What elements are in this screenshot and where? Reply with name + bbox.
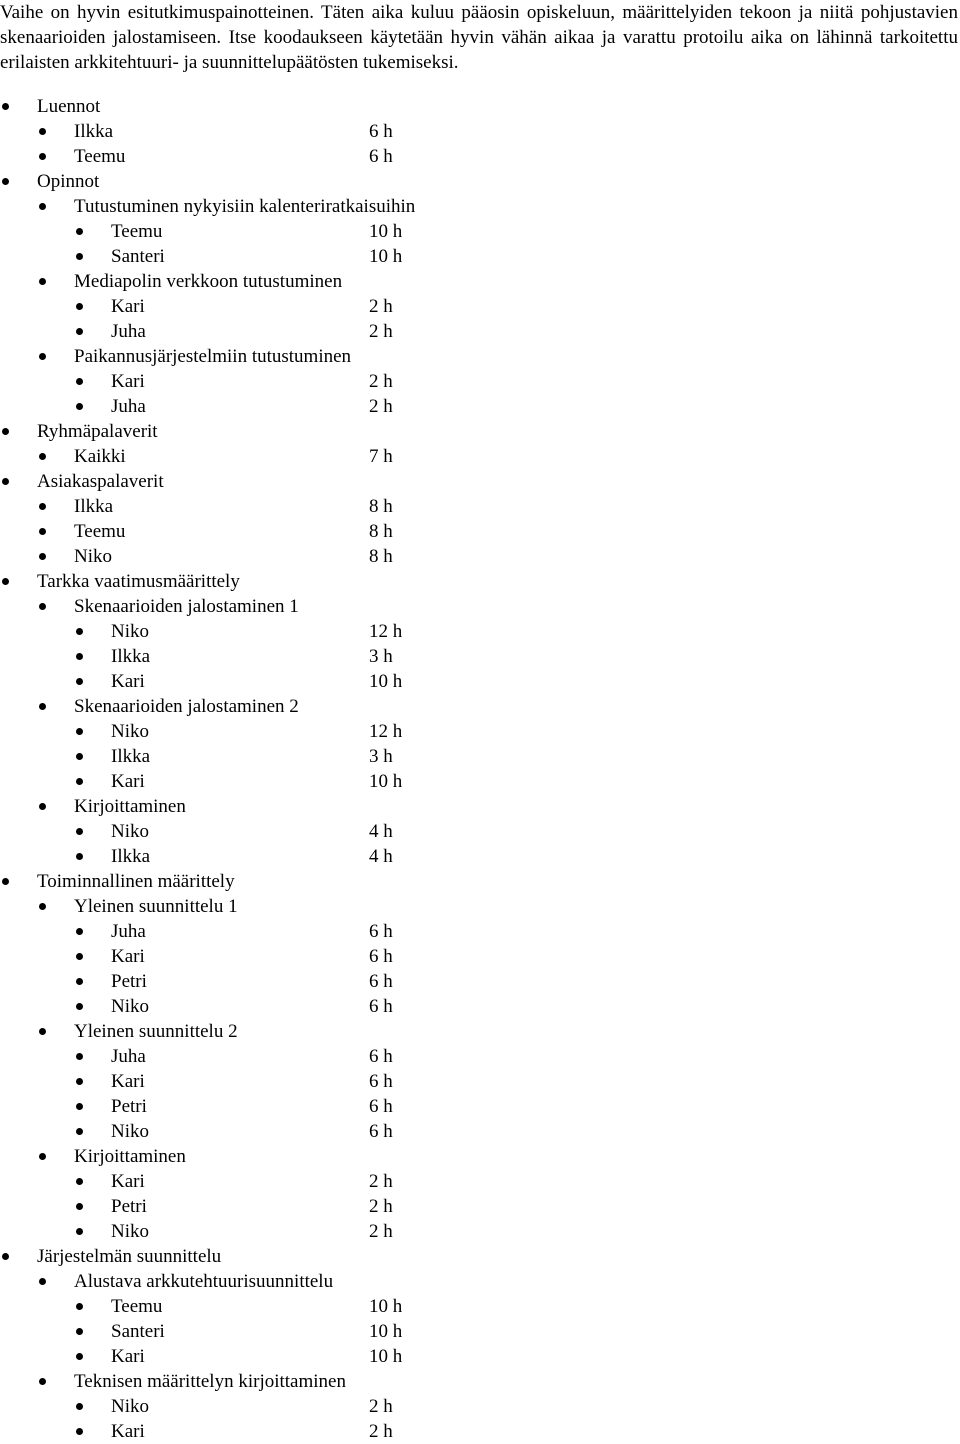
list-item: [0, 144, 960, 169]
list-section: [0, 419, 960, 444]
bullet-icon: [76, 928, 83, 935]
bullet-icon: [39, 1153, 46, 1160]
list-item: [0, 594, 960, 619]
bullet-icon: [76, 1403, 83, 1410]
bullet-icon: [2, 578, 9, 585]
bullet-icon: [76, 853, 83, 860]
list-item: [0, 369, 960, 394]
list-item: [0, 1169, 960, 1194]
item-label: Paikannusjärjestelmiin tutustuminen: [74, 346, 352, 367]
item-label: Santeri: [111, 246, 165, 267]
list-item: [0, 919, 960, 944]
list-item: [0, 1269, 960, 1294]
list-item: [0, 544, 960, 569]
intro-section: [0, 0, 960, 75]
item-hours: 6 h: [369, 1121, 393, 1142]
list-item: [0, 619, 960, 644]
item-label: Niko: [111, 1221, 149, 1242]
item-hours: 6 h: [369, 971, 393, 992]
item-hours: 6 h: [369, 1071, 393, 1092]
bullet-icon: [76, 728, 83, 735]
bullet-icon: [76, 1303, 83, 1310]
item-label: Skenaarioiden jalostaminen 1: [74, 596, 299, 617]
list-item: [0, 344, 960, 369]
bullet-icon: [2, 878, 9, 885]
list-section: [0, 94, 960, 119]
bullet-icon: [76, 1053, 83, 1060]
item-hours: 2 h: [369, 321, 393, 342]
list-item: [0, 1144, 960, 1169]
item-label: Niko: [111, 1121, 149, 1142]
list-item: [0, 644, 960, 669]
list-item: [0, 294, 960, 319]
item-label: Ryhmäpalaverit: [37, 421, 158, 442]
item-hours: 2 h: [369, 1221, 393, 1242]
item-hours: 3 h: [369, 746, 393, 767]
item-label: Teemu: [111, 221, 163, 242]
item-hours: 8 h: [369, 496, 393, 517]
bullet-icon: [76, 1428, 83, 1435]
bullet-icon: [39, 903, 46, 910]
list-section: [0, 569, 960, 594]
item-hours: 6 h: [369, 946, 393, 967]
item-label: Niko: [111, 996, 149, 1017]
item-hours: 6 h: [369, 1096, 393, 1117]
list-section: [0, 1244, 960, 1269]
item-label: Yleinen suunnittelu 2: [74, 1021, 238, 1042]
bullet-icon: [39, 453, 46, 460]
bullet-icon: [76, 403, 83, 410]
item-label: Santeri: [111, 1321, 165, 1342]
item-hours: 2 h: [369, 1421, 393, 1442]
list-item: [0, 519, 960, 544]
list-section: [0, 469, 960, 494]
bullet-icon: [39, 553, 46, 560]
item-label: Luennot: [37, 96, 101, 117]
item-label: Mediapolin verkkoon tutustuminen: [74, 271, 343, 292]
intro-paragraph: Vaihe on hyvin esitutkimuspainotteinen. Täten aika kuluu pääosin opiskeluun, määrittelyiden tekoon ja niitä pohjustavien skenaarioiden jalostamiseen. Itse koodaukseen käytetään hyvin vähän aikaa ja varattu protoilu aika on lähinnä tarkoitettu erilaisten arkkitehtuuri- ja suunnittelupäätösten tukemiseksi.: [0, 2, 958, 73]
item-label: Kari: [111, 671, 145, 692]
bullet-icon: [76, 978, 83, 985]
item-label: Teknisen määrittelyn kirjoittaminen: [74, 1371, 346, 1392]
list-item: [0, 694, 960, 719]
bullet-icon: [76, 778, 83, 785]
item-label: Kirjoittaminen: [74, 1146, 186, 1167]
list-item: [0, 794, 960, 819]
item-hours: 10 h: [369, 1296, 403, 1317]
bullet-icon: [39, 603, 46, 610]
item-label: Kari: [111, 371, 145, 392]
list-item: [0, 194, 960, 219]
bullet-icon: [2, 478, 9, 485]
list-item: [0, 1069, 960, 1094]
item-label: Ilkka: [74, 121, 114, 142]
bullet-icon: [39, 528, 46, 535]
list-item: [0, 244, 960, 269]
list-item: [0, 444, 960, 469]
list-item: [0, 119, 960, 144]
item-label: Kirjoittaminen: [74, 796, 186, 817]
item-hours: 4 h: [369, 821, 393, 842]
item-label: Asiakaspalaverit: [37, 471, 164, 492]
list-item: [0, 269, 960, 294]
item-label: Kaikki: [74, 446, 126, 467]
list-item: [0, 1044, 960, 1069]
item-hours: 6 h: [369, 921, 393, 942]
bullet-icon: [76, 1328, 83, 1335]
bullet-icon: [76, 1128, 83, 1135]
item-label: Ilkka: [74, 496, 114, 517]
bullet-icon: [39, 203, 46, 210]
item-hours: 6 h: [369, 121, 393, 142]
bullet-icon: [76, 1078, 83, 1085]
item-hours: 10 h: [369, 1321, 403, 1342]
list-item: [0, 1394, 960, 1419]
bullet-icon: [39, 353, 46, 360]
list-item: [0, 744, 960, 769]
bullet-icon: [39, 703, 46, 710]
bullet-icon: [76, 1353, 83, 1360]
bullet-icon: [76, 753, 83, 760]
list-item: [0, 1419, 960, 1444]
list-item: [0, 769, 960, 794]
item-label: Juha: [111, 1046, 146, 1067]
bullet-icon: [2, 1253, 9, 1260]
bullet-icon: [39, 128, 46, 135]
item-label: Kari: [111, 946, 145, 967]
item-label: Niko: [111, 1396, 149, 1417]
bullet-icon: [39, 153, 46, 160]
item-label: Tarkka vaatimusmäärittely: [37, 571, 240, 592]
item-label: Juha: [111, 321, 146, 342]
bullet-icon: [76, 228, 83, 235]
item-label: Ilkka: [111, 846, 151, 867]
bullet-icon: [2, 103, 9, 110]
item-label: Juha: [111, 396, 146, 417]
bullet-icon: [39, 1028, 46, 1035]
item-label: Tutustuminen nykyisiin kalenteriratkaisuihin: [74, 196, 416, 217]
list-item: [0, 1119, 960, 1144]
item-label: Niko: [74, 546, 112, 567]
bullet-icon: [76, 1203, 83, 1210]
bullet-icon: [76, 1103, 83, 1110]
item-hours: 4 h: [369, 846, 393, 867]
item-label: Petri: [111, 1096, 147, 1117]
item-hours: 3 h: [369, 646, 393, 667]
item-hours: 2 h: [369, 1171, 393, 1192]
item-label: Teemu: [74, 521, 126, 542]
task-hours-list: [0, 94, 960, 1444]
item-hours: 2 h: [369, 296, 393, 317]
item-hours: 10 h: [369, 221, 403, 242]
item-hours: 12 h: [369, 621, 403, 642]
bullet-icon: [39, 803, 46, 810]
list-item: [0, 1369, 960, 1394]
list-section: [0, 169, 960, 194]
list-item: [0, 844, 960, 869]
bullet-icon: [76, 253, 83, 260]
item-label: Petri: [111, 971, 147, 992]
item-label: Kari: [111, 1171, 145, 1192]
item-label: Petri: [111, 1196, 147, 1217]
item-label: Teemu: [74, 146, 126, 167]
item-hours: 2 h: [369, 371, 393, 392]
item-label: Toiminnallinen määrittely: [37, 871, 235, 892]
item-label: Skenaarioiden jalostaminen 2: [74, 696, 299, 717]
item-hours: 10 h: [369, 246, 403, 267]
list-item: [0, 319, 960, 344]
bullet-icon: [76, 378, 83, 385]
item-label: Niko: [111, 721, 149, 742]
bullet-icon: [39, 278, 46, 285]
list-item: [0, 1294, 960, 1319]
bullet-icon: [76, 328, 83, 335]
list-item: [0, 819, 960, 844]
list-item: [0, 1094, 960, 1119]
list-item: [0, 219, 960, 244]
list-item: [0, 1019, 960, 1044]
item-label: Yleinen suunnittelu 1: [74, 896, 238, 917]
item-label: Kari: [111, 771, 145, 792]
item-hours: 10 h: [369, 1346, 403, 1367]
list-item: [0, 1194, 960, 1219]
bullet-icon: [76, 828, 83, 835]
list-item: [0, 969, 960, 994]
list-item: [0, 1319, 960, 1344]
item-label: Järjestelmän suunnittelu: [37, 1246, 222, 1267]
item-hours: 2 h: [369, 1196, 393, 1217]
item-label: Opinnot: [37, 171, 100, 192]
list-section: [0, 869, 960, 894]
item-label: Alustava arkkutehtuurisuunnittelu: [74, 1271, 334, 1292]
list-item: [0, 494, 960, 519]
item-hours: 6 h: [369, 146, 393, 167]
bullet-icon: [76, 678, 83, 685]
bullet-icon: [2, 178, 9, 185]
list-item: [0, 1219, 960, 1244]
item-hours: 8 h: [369, 521, 393, 542]
bullet-icon: [76, 303, 83, 310]
item-hours: 6 h: [369, 1046, 393, 1067]
item-label: Teemu: [111, 1296, 163, 1317]
item-hours: 12 h: [369, 721, 403, 742]
item-hours: 8 h: [369, 546, 393, 567]
bullet-icon: [76, 953, 83, 960]
item-hours: 2 h: [369, 396, 393, 417]
bullet-icon: [76, 1003, 83, 1010]
item-label: Kari: [111, 1071, 145, 1092]
bullet-icon: [76, 1228, 83, 1235]
item-label: Juha: [111, 921, 146, 942]
bullet-icon: [39, 1278, 46, 1285]
list-item: [0, 944, 960, 969]
item-label: Ilkka: [111, 646, 151, 667]
bullet-icon: [76, 653, 83, 660]
bullet-icon: [39, 1378, 46, 1385]
item-hours: 2 h: [369, 1396, 393, 1417]
item-hours: 6 h: [369, 996, 393, 1017]
item-label: Niko: [111, 821, 149, 842]
item-hours: 10 h: [369, 671, 403, 692]
item-label: Niko: [111, 621, 149, 642]
list-item: [0, 719, 960, 744]
bullet-icon: [76, 1178, 83, 1185]
item-label: Kari: [111, 1346, 145, 1367]
item-label: Kari: [111, 296, 145, 317]
list-item: [0, 394, 960, 419]
bullet-icon: [2, 428, 9, 435]
list-item: [0, 1344, 960, 1369]
bullet-icon: [76, 628, 83, 635]
item-label: Kari: [111, 1421, 145, 1442]
list-item: [0, 669, 960, 694]
list-item: [0, 994, 960, 1019]
list-item: [0, 894, 960, 919]
item-hours: 7 h: [369, 446, 393, 467]
item-label: Ilkka: [111, 746, 151, 767]
item-hours: 10 h: [369, 771, 403, 792]
bullet-icon: [39, 503, 46, 510]
